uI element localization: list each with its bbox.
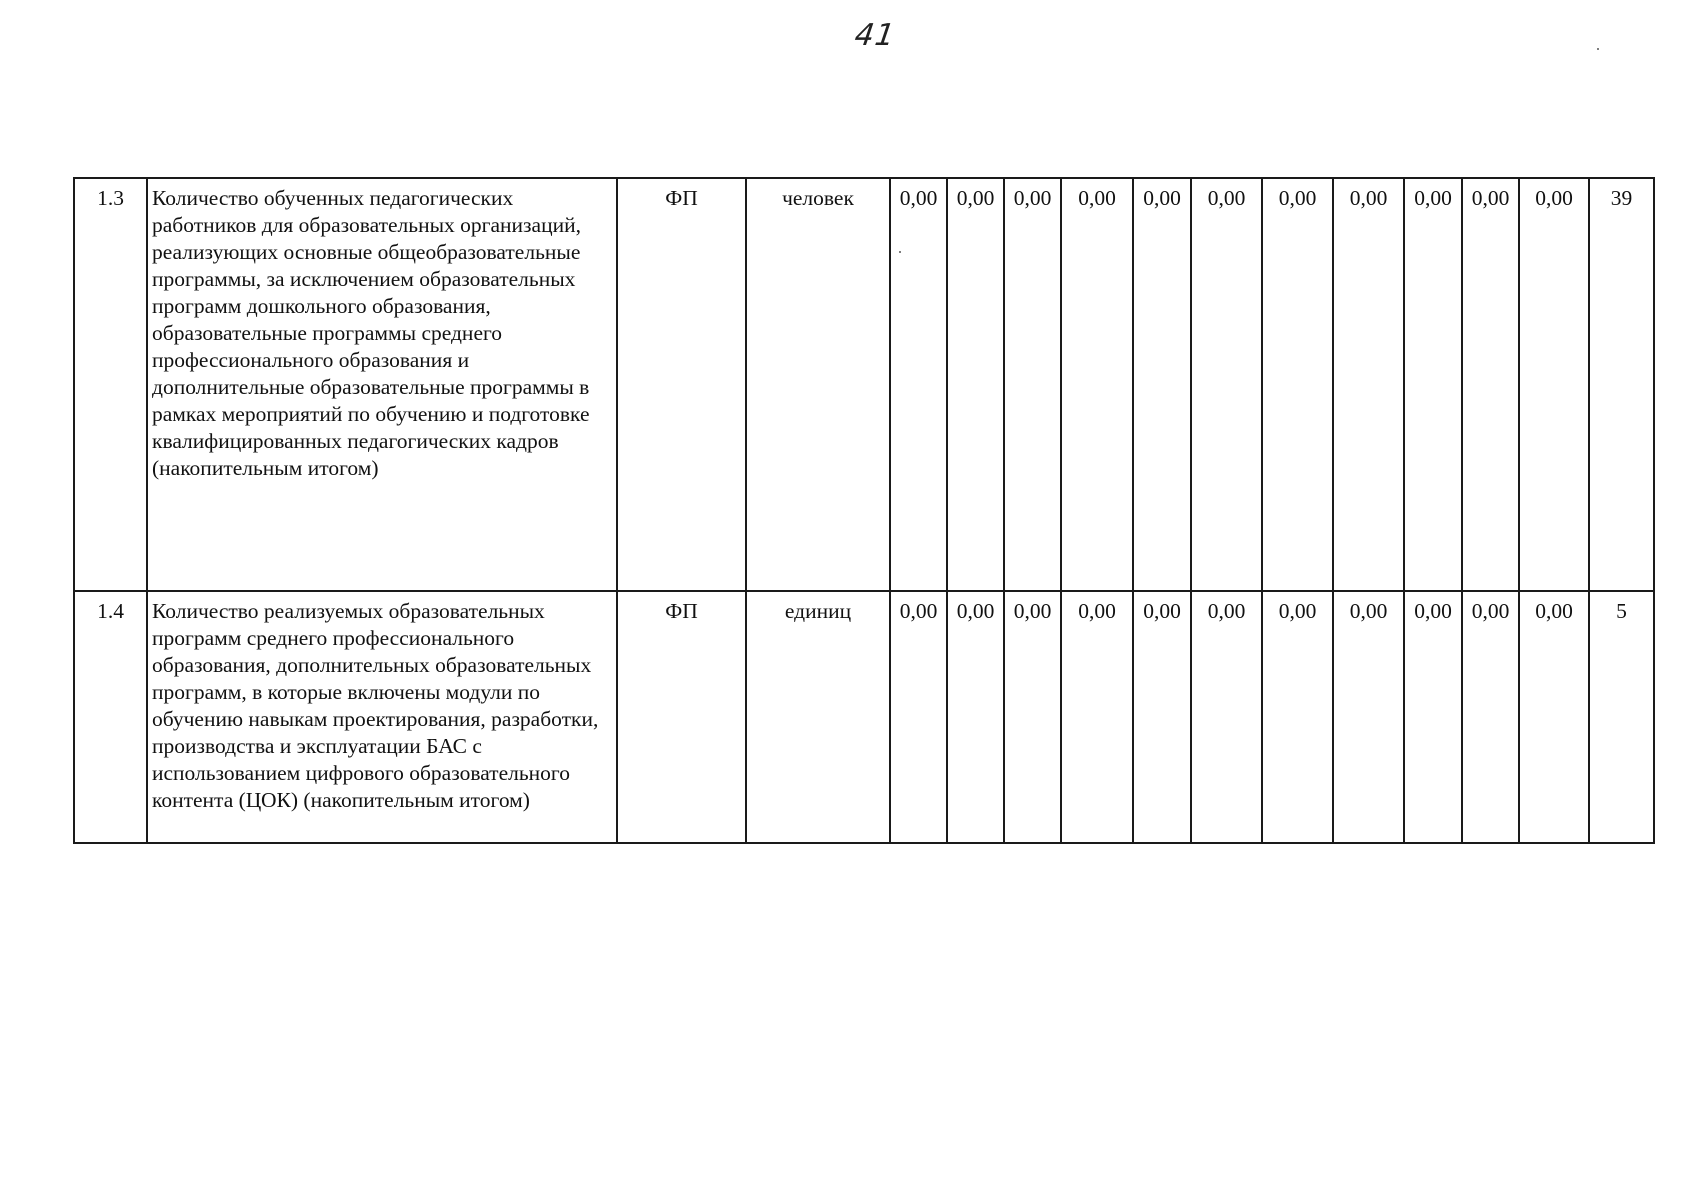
value-cell: 0,00	[1061, 591, 1133, 843]
indicator-name: Количество обученных педагогических работников для образовательных организаций, реализующих основные общеобразовательные программы, за исключением образовательных программ дошкольного образования, образовательные программы среднего профессионального образования и дополнительные образовательные программы в рамках мероприятий по обучению и подготовке квалифицированных педагогических кадров (накопительным итогом)	[147, 178, 617, 591]
value-cell: 0,00	[947, 591, 1004, 843]
value-cell: 0,00	[1462, 178, 1519, 591]
value-cell: 0,00	[890, 591, 947, 843]
value-cell: 0,00	[1004, 591, 1061, 843]
value-cell: 0,00	[1333, 591, 1404, 843]
target-value: 5	[1589, 591, 1654, 843]
indicator-unit: человек	[746, 178, 890, 591]
value-cell: 0,00	[1333, 178, 1404, 591]
value-cell: 0,00	[1133, 178, 1191, 591]
indicator-name: Количество реализуемых образовательных программ среднего профессионального образования, дополнительных образовательных программ, в которые включены модули по обучению навыкам проектирования, разработки, производства и эксплуатации БАС с использованием цифрового образовательного контента (ЦОК) (накопительным итогом)	[147, 591, 617, 843]
value-cell: 0,00	[1519, 591, 1589, 843]
row-number: 1.4	[74, 591, 147, 843]
indicator-source: ФП	[617, 178, 746, 591]
value-cell: 0,00	[947, 178, 1004, 591]
value-cell: 0,00	[1133, 591, 1191, 843]
target-value: 39	[1589, 178, 1654, 591]
indicator-unit: единиц	[746, 591, 890, 843]
table-row	[74, 591, 1654, 843]
value-cell: 0,00	[1061, 178, 1133, 591]
value-cell: 0,00	[890, 178, 947, 591]
scan-speck	[1597, 48, 1599, 50]
indicator-source: ФП	[617, 591, 746, 843]
page-number: 41	[852, 18, 898, 53]
value-cell: 0,00	[1262, 178, 1333, 591]
value-cell: 0,00	[1404, 591, 1462, 843]
value-cell: 0,00	[1191, 178, 1262, 591]
row-number: 1.3	[74, 178, 147, 591]
indicators-table	[73, 177, 1655, 844]
value-cell: 0,00	[1262, 591, 1333, 843]
value-cell: 0,00	[1462, 591, 1519, 843]
value-cell: 0,00	[1519, 178, 1589, 591]
value-cell: 0,00	[1191, 591, 1262, 843]
table-row	[74, 178, 1654, 591]
value-cell: 0,00	[1404, 178, 1462, 591]
value-cell: 0,00	[1004, 178, 1061, 591]
